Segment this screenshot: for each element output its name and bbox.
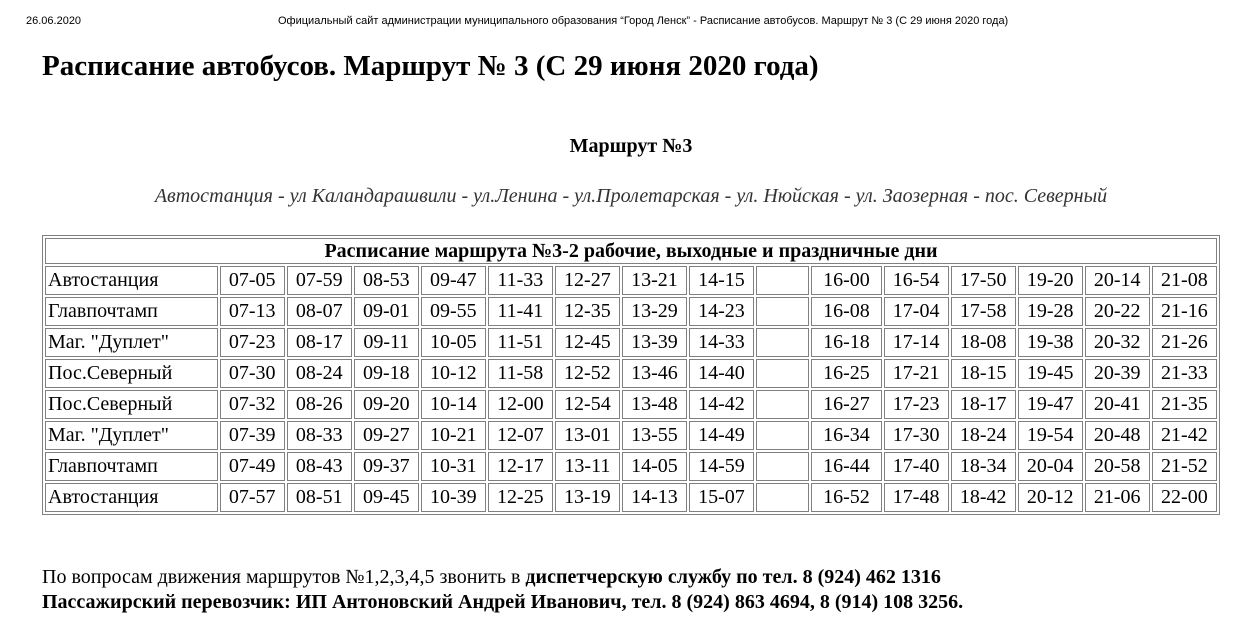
time-cell: 14-23: [689, 297, 754, 326]
schedule-row: [45, 452, 1217, 481]
time-cell: 10-39: [421, 483, 486, 512]
empty-time-cell: [756, 328, 809, 357]
time-cell: 21-52: [1152, 452, 1217, 481]
time-cell: 11-58: [488, 359, 553, 388]
stop-name-cell: Пос.Северный: [45, 390, 218, 419]
print-date: 26.06.2020: [26, 15, 82, 27]
time-cell: 10-14: [421, 390, 486, 419]
footer-carrier-info: Пассажирский перевозчик: ИП Антоновский Андрей Иванович, тел. 8 (924) 863 4694, 8 (914) 108 3256.: [42, 591, 964, 613]
time-cell: 17-21: [884, 359, 949, 388]
time-cell: 07-30: [220, 359, 285, 388]
schedule-row: [45, 483, 1217, 512]
time-cell: 16-34: [811, 421, 881, 450]
time-cell: 17-30: [884, 421, 949, 450]
time-cell: 16-27: [811, 390, 881, 419]
stop-name-cell: Маг. "Дуплет": [45, 421, 218, 450]
time-cell: 07-57: [220, 483, 285, 512]
time-cell: 07-05: [220, 266, 285, 295]
stop-name-cell: Автостанция: [45, 483, 218, 512]
empty-time-cell: [756, 421, 809, 450]
schedule-caption-row: [45, 238, 1217, 264]
time-cell: 17-23: [884, 390, 949, 419]
time-cell: 16-18: [811, 328, 881, 357]
time-cell: 07-49: [220, 452, 285, 481]
route-path: Автостанция - ул Каландарашвили - ул.Ленина - ул.Пролетарская - ул. Нюйская - ул. Заозерная - пос. Северный: [154, 185, 1108, 207]
print-header-site: Официальный сайт администрации муниципального образования “Город Ленск” - Расписание автобусов. Маршрут № 3 (С 29 июня 2020 года): [278, 15, 1009, 27]
time-cell: 16-25: [811, 359, 881, 388]
time-cell: 12-45: [555, 328, 620, 357]
footer: [42, 565, 963, 615]
time-cell: 08-07: [287, 297, 352, 326]
time-cell: 17-48: [884, 483, 949, 512]
time-cell: 16-52: [811, 483, 881, 512]
time-cell: 16-44: [811, 452, 881, 481]
stop-name-cell: Пос.Северный: [45, 359, 218, 388]
time-cell: 13-48: [622, 390, 687, 419]
time-cell: 18-15: [951, 359, 1016, 388]
time-cell: 10-31: [421, 452, 486, 481]
time-cell: 19-38: [1018, 328, 1083, 357]
schedule-caption: Расписание маршрута №3-2 рабочие, выходные и праздничные дни: [45, 238, 1217, 264]
time-cell: 14-15: [689, 266, 754, 295]
time-cell: 11-51: [488, 328, 553, 357]
time-cell: 14-59: [689, 452, 754, 481]
schedule-table: [42, 235, 1220, 515]
schedule-row: [45, 328, 1217, 357]
time-cell: 13-01: [555, 421, 620, 450]
schedule-row: [45, 297, 1217, 326]
time-cell: 20-12: [1018, 483, 1083, 512]
time-cell: 09-11: [354, 328, 419, 357]
time-cell: 08-26: [287, 390, 352, 419]
time-cell: 12-54: [555, 390, 620, 419]
time-cell: 20-58: [1085, 452, 1150, 481]
time-cell: 13-39: [622, 328, 687, 357]
time-cell: 12-25: [488, 483, 553, 512]
time-cell: 21-26: [1152, 328, 1217, 357]
time-cell: 12-35: [555, 297, 620, 326]
time-cell: 20-14: [1085, 266, 1150, 295]
route-title: Маршрут №3: [569, 135, 693, 157]
time-cell: 13-29: [622, 297, 687, 326]
time-cell: 08-43: [287, 452, 352, 481]
footer-dispatch-text: По вопросам движения маршрутов №1,2,3,4,5 звонить в: [42, 566, 526, 588]
time-cell: 20-22: [1085, 297, 1150, 326]
schedule-row: [45, 421, 1217, 450]
time-cell: 17-58: [951, 297, 1016, 326]
time-cell: 11-41: [488, 297, 553, 326]
time-cell: 08-24: [287, 359, 352, 388]
time-cell: 13-19: [555, 483, 620, 512]
time-cell: 14-49: [689, 421, 754, 450]
time-cell: 22-00: [1152, 483, 1217, 512]
time-cell: 18-42: [951, 483, 1016, 512]
time-cell: 14-33: [689, 328, 754, 357]
time-cell: 21-08: [1152, 266, 1217, 295]
empty-time-cell: [756, 452, 809, 481]
time-cell: 19-47: [1018, 390, 1083, 419]
time-cell: 17-14: [884, 328, 949, 357]
time-cell: 09-20: [354, 390, 419, 419]
stop-name-cell: Маг. "Дуплет": [45, 328, 218, 357]
schedule-body: [45, 266, 1217, 512]
stop-name-cell: Главпочтамп: [45, 297, 218, 326]
footer-dispatch-phone: диспетчерскую службу по тел. 8 (924) 462 1316: [525, 566, 941, 588]
time-cell: 09-37: [354, 452, 419, 481]
time-cell: 18-17: [951, 390, 1016, 419]
time-cell: 10-05: [421, 328, 486, 357]
time-cell: 12-27: [555, 266, 620, 295]
time-cell: 09-27: [354, 421, 419, 450]
schedule-row: [45, 359, 1217, 388]
time-cell: 14-13: [622, 483, 687, 512]
time-cell: 21-06: [1085, 483, 1150, 512]
time-cell: 11-33: [488, 266, 553, 295]
time-cell: 20-04: [1018, 452, 1083, 481]
time-cell: 21-35: [1152, 390, 1217, 419]
empty-time-cell: [756, 266, 809, 295]
empty-time-cell: [756, 483, 809, 512]
time-cell: 07-23: [220, 328, 285, 357]
time-cell: 09-18: [354, 359, 419, 388]
time-cell: 07-13: [220, 297, 285, 326]
time-cell: 09-01: [354, 297, 419, 326]
time-cell: 19-54: [1018, 421, 1083, 450]
footer-dispatch-line: [42, 565, 963, 590]
time-cell: 20-48: [1085, 421, 1150, 450]
time-cell: 16-00: [811, 266, 881, 295]
time-cell: 10-21: [421, 421, 486, 450]
time-cell: 10-12: [421, 359, 486, 388]
time-cell: 19-28: [1018, 297, 1083, 326]
time-cell: 14-42: [689, 390, 754, 419]
time-cell: 12-17: [488, 452, 553, 481]
time-cell: 19-20: [1018, 266, 1083, 295]
time-cell: 17-50: [951, 266, 1016, 295]
time-cell: 08-17: [287, 328, 352, 357]
time-cell: 18-08: [951, 328, 1016, 357]
time-cell: 18-34: [951, 452, 1016, 481]
time-cell: 21-16: [1152, 297, 1217, 326]
time-cell: 13-21: [622, 266, 687, 295]
time-cell: 18-24: [951, 421, 1016, 450]
time-cell: 15-07: [689, 483, 754, 512]
time-cell: 07-32: [220, 390, 285, 419]
time-cell: 14-05: [622, 452, 687, 481]
time-cell: 09-47: [421, 266, 486, 295]
time-cell: 21-42: [1152, 421, 1217, 450]
time-cell: 13-46: [622, 359, 687, 388]
time-cell: 13-55: [622, 421, 687, 450]
time-cell: 12-52: [555, 359, 620, 388]
time-cell: 07-39: [220, 421, 285, 450]
time-cell: 14-40: [689, 359, 754, 388]
time-cell: 19-45: [1018, 359, 1083, 388]
empty-time-cell: [756, 359, 809, 388]
time-cell: 12-00: [488, 390, 553, 419]
time-cell: 16-54: [884, 266, 949, 295]
time-cell: 21-33: [1152, 359, 1217, 388]
time-cell: 08-33: [287, 421, 352, 450]
time-cell: 08-53: [354, 266, 419, 295]
empty-time-cell: [756, 297, 809, 326]
time-cell: 20-32: [1085, 328, 1150, 357]
time-cell: 20-41: [1085, 390, 1150, 419]
time-cell: 20-39: [1085, 359, 1150, 388]
time-cell: 12-07: [488, 421, 553, 450]
footer-carrier-line: [42, 590, 963, 615]
empty-time-cell: [756, 390, 809, 419]
schedule-row: [45, 266, 1217, 295]
time-cell: 17-40: [884, 452, 949, 481]
time-cell: 07-59: [287, 266, 352, 295]
stop-name-cell: Автостанция: [45, 266, 218, 295]
time-cell: 08-51: [287, 483, 352, 512]
time-cell: 09-45: [354, 483, 419, 512]
time-cell: 17-04: [884, 297, 949, 326]
time-cell: 13-11: [555, 452, 620, 481]
stop-name-cell: Главпочтамп: [45, 452, 218, 481]
time-cell: 09-55: [421, 297, 486, 326]
page-title: Расписание автобусов. Маршрут № 3 (С 29 июня 2020 года): [42, 50, 819, 82]
schedule-row: [45, 390, 1217, 419]
time-cell: 16-08: [811, 297, 881, 326]
